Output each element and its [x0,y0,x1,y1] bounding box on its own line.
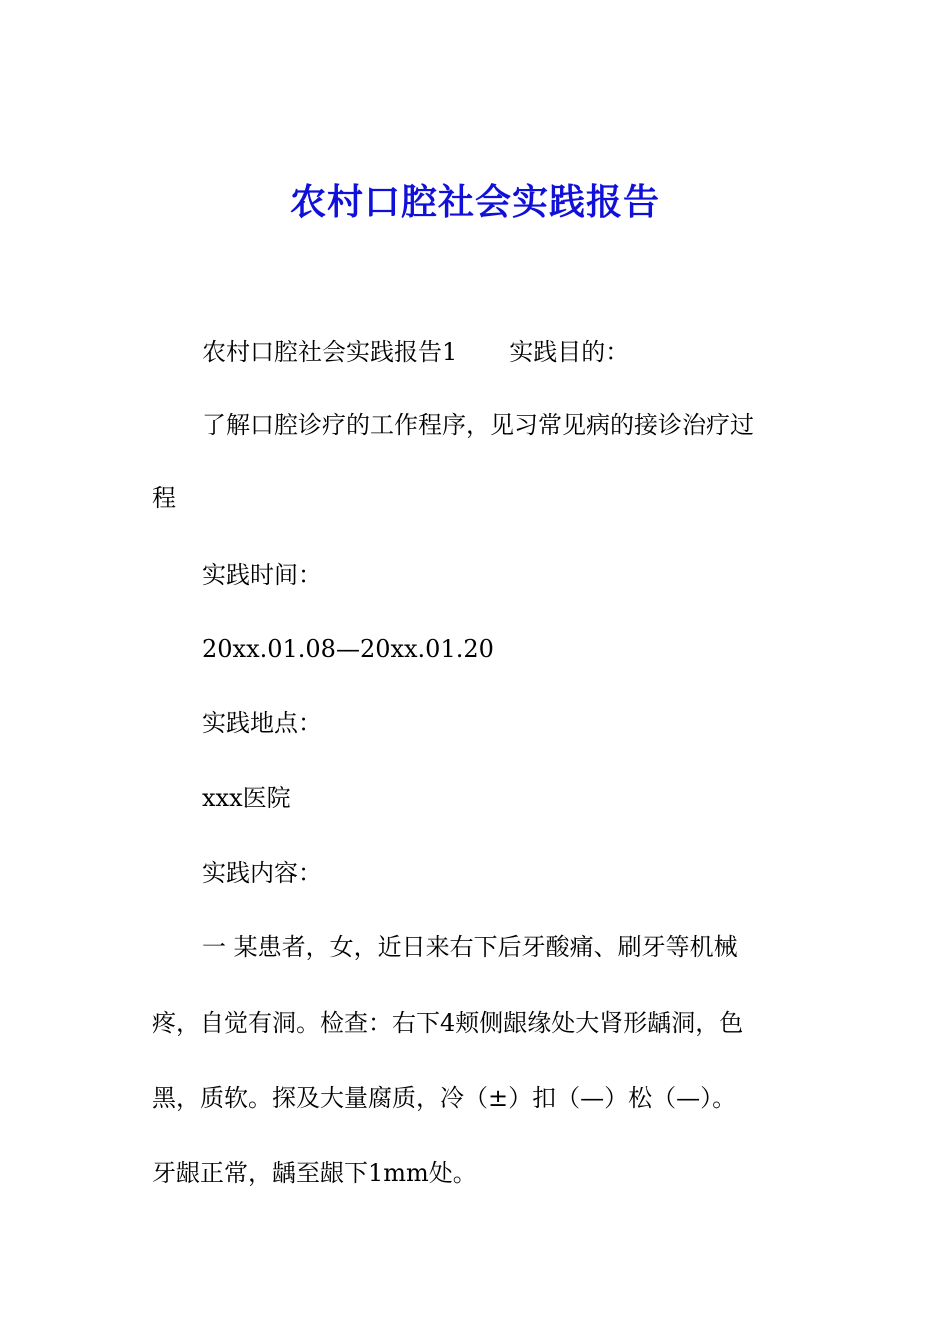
purpose-text-line-2: 程 [152,484,176,512]
report-heading: 农村口腔社会实践报告1 [202,338,458,366]
report-heading-line [0,334,950,370]
place-value: xxx医院 [202,784,291,812]
case-text-line-4: 牙龈正常，龋至龈下1mm处。 [152,1159,477,1187]
time-value: 20xx.01.08—20xx.01.20 [202,635,494,663]
content-label: 实践内容： [202,859,322,887]
purpose-label: 实践目的： [509,338,630,366]
purpose-text-line-1: 了解口腔诊疗的工作程序，见习常见病的接诊治疗过 [202,411,754,439]
case-text-line-1: 一 某患者，女，近日来右下后牙酸痛、刷牙等机械 [202,933,738,961]
document-title: 农村口腔社会实践报告 [289,181,660,223]
case-text-line-2: 疼，自觉有洞。检查：右下4颊侧龈缘处大肾形龋洞，色 [152,1009,744,1037]
place-label: 实践地点： [202,709,322,737]
case-text-line-3: 黑，质软。探及大量腐质，冷（±）扣（—）松（—）。 [152,1084,737,1112]
time-label: 实践时间： [202,561,322,589]
